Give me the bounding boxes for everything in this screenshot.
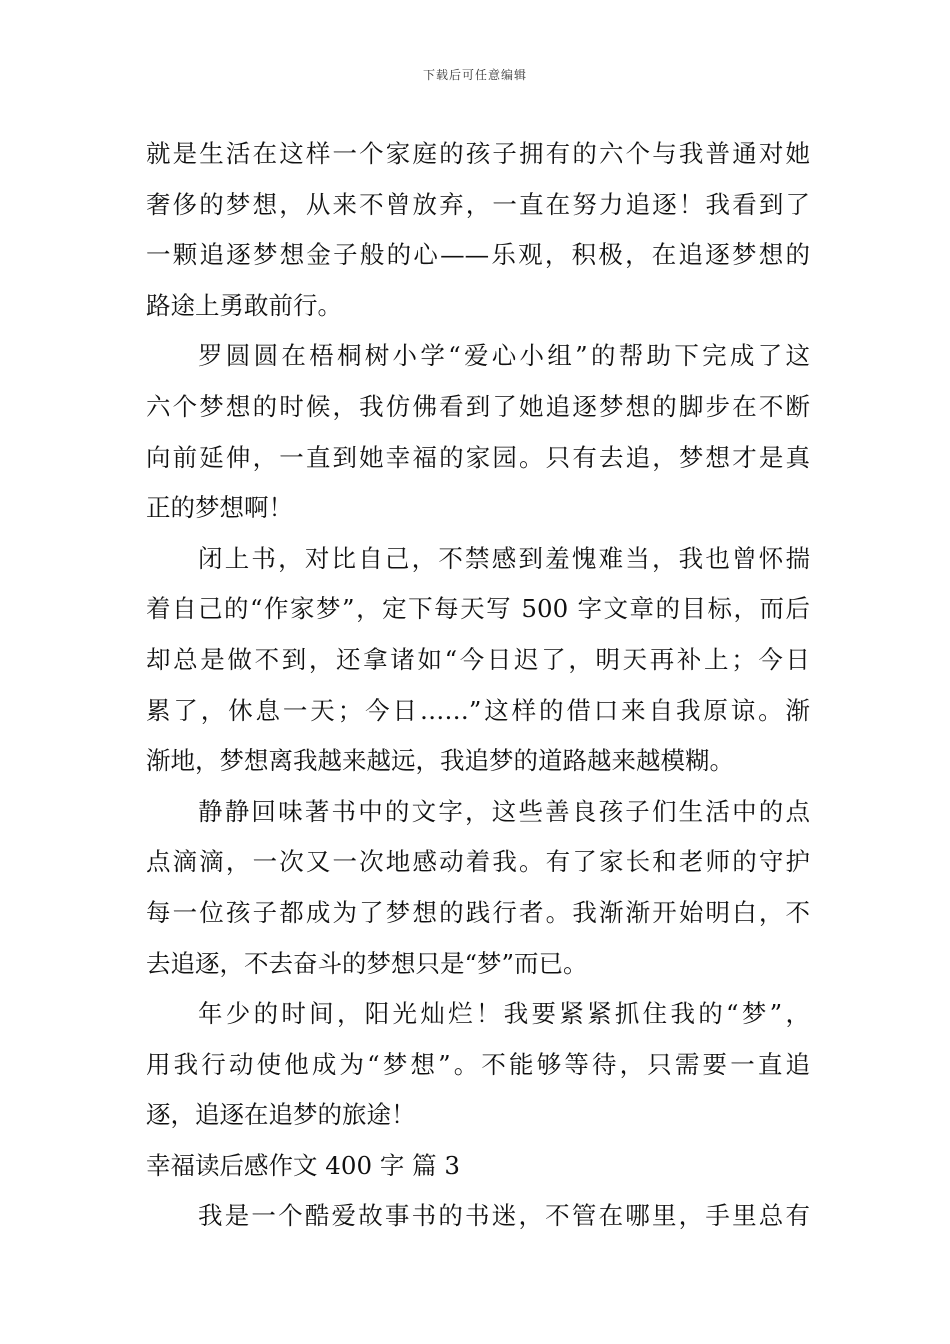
text-line: 闭上书，对比自己，不禁感到羞愧难当，我也曾怀揣 xyxy=(198,543,810,573)
text-line: 静静回味著书中的文字，这些善良孩子们生活中的点 xyxy=(198,796,810,826)
text-line: 罗圆圆在梧桐树小学“爱心小组”的帮助下完成了这 xyxy=(198,341,810,371)
text-line: 点滴滴，一次又一次地感动着我。有了家长和老师的守护 xyxy=(146,847,810,877)
text-line: 奢侈的梦想，从来不曾放弃，一直在努力追逐！我看到了 xyxy=(146,189,810,219)
text-line: 去追逐，不去奋斗的梦想只是“梦”而已。 xyxy=(146,948,588,978)
text-line: 每一位孩子都成为了梦想的践行者。我渐渐开始明白，不 xyxy=(146,897,810,927)
text-line: 逐，追逐在追梦的旅途！ xyxy=(146,1100,416,1130)
text-line: 向前延伸，一直到她幸福的家园。只有去追，梦想才是真 xyxy=(146,442,810,472)
text-line: 着自己的“作家梦”，定下每天写 500 字文章的目标，而后 xyxy=(146,594,810,624)
text-line: 我是一个酷爱故事书的书迷，不管在哪里，手里总有 xyxy=(198,1201,810,1231)
text-line: 却总是做不到，还拿诸如“今日迟了，明天再补上；今日 xyxy=(146,644,810,674)
page-header-note: 下载后可任意编辑 xyxy=(422,68,527,82)
text-line: 累了，休息一天；今日……”这样的借口来自我原谅。渐 xyxy=(146,695,810,725)
text-line: 六个梦想的时候，我仿佛看到了她追逐梦想的脚步在不断 xyxy=(146,391,810,421)
text-line: 用我行动使他成为“梦想”。不能够等待，只需要一直追 xyxy=(146,1049,810,1079)
section-heading: 幸福读后感作文 400 字 篇 3 xyxy=(146,1150,461,1180)
text-line: 一颗追逐梦想金子般的心——乐观，积极，在追逐梦想的 xyxy=(146,240,810,270)
text-line: 就是生活在这样一个家庭的孩子拥有的六个与我普通对她 xyxy=(146,139,810,168)
text-line: 正的梦想啊！ xyxy=(146,493,293,523)
text-line: 年少的时间，阳光灿烂！我要紧紧抓住我的“梦”， xyxy=(198,999,810,1029)
text-line: 渐地，梦想离我越来越远，我追梦的道路越来越模糊。 xyxy=(146,746,734,776)
document-body xyxy=(146,129,810,1242)
text-line: 路途上勇敢前行。 xyxy=(146,290,342,320)
